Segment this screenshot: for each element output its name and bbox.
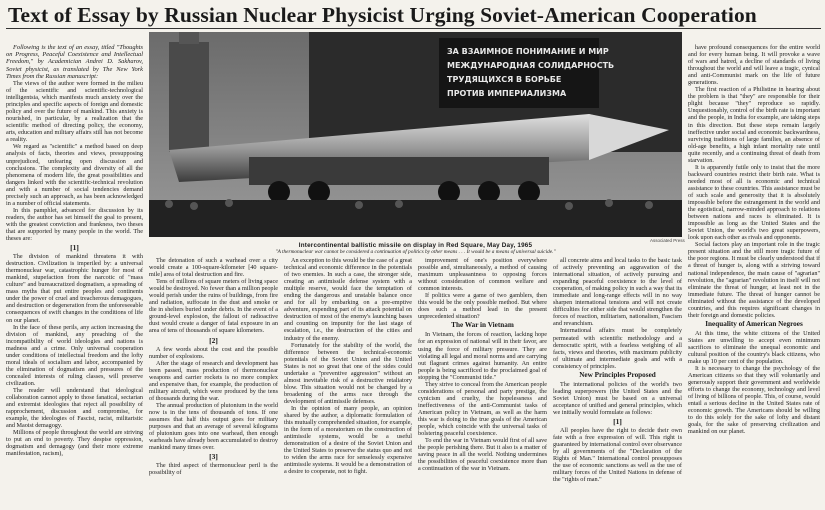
section-number: [1] (70, 243, 79, 253)
paragraph: In this pamphlet, advanced for discussion by its readers, the author has set himself the goal to present, with the greatest conviction and frankness, two theses that are supported by many people in the world. The theses are: (6, 206, 143, 243)
banner-line: ЗА ВЗАИМНОЕ ПОНИМАНИЕ И МИР (447, 47, 609, 56)
paragraph: The division of mankind threatens it with destruction. Civilization is imperiled by: a universal thermonuclear war, catastrophic hunger for most of mankind, stupefaction from the narcotic of "mass culture" and bureaucratized dogmatism, a spreading of mass myths that put entire peoples and continents under the power of cruel and treacherous demagogues, and destruction or degeneration from the unforeseeable consequences of swift changes in the conditions of life on our planet. (6, 253, 143, 324)
section-number: [2] (209, 335, 218, 345)
paragraph: It is necessary to change the psychology of the American citizens so that they will voluntarily and generously support their government and worldwide efforts to change the economy, technology and level of living of billions of people. This, of course, would entail a serious decline in the United States rate of economic growth. The Americans should be willing to do this solely for the sake of lofty and distant goals, for the sake of preserving civilization and mankind on our planet. (688, 365, 820, 436)
paragraph: In the opinion of many people, an opinion shared by the author, a diplomatic formulation of this mutually comprehended situation, for example, in the form of a moratorium on the construction of antimissile systems, would be a useful demonstration of a desire of the Soviet Union and the United States to preserve the status quo and not to widen the arms race for senselessly expensive antimissile systems. It would be a demonstration of a desire to cooperate, not to fight. (284, 404, 412, 476)
column-6 (688, 44, 820, 510)
paragraph: An exception to this would be the case of a great technical and economic difference in the potentials of two enemies. In such a case, the stronger side, creating an antimissile defense system with a multiple reserve, would face the temptation of ending the dangerous and unstable balance once and for all by embarking on a pre-emptive adventure, expending part of its attack potential on destruction of most of the enemy's launching bases and counting on impunity for the last stage of escalation, i.e., the destruction of the cities and industry of the enemy. (284, 257, 412, 342)
paragraph: International affairs must be completely permeated with scientific methodology and a democratic spirit, with a fearless weighing of all facts, views and theories, with maximum publicity of ultimate and intermediate goals and with a consistency of principles. (553, 327, 682, 370)
paragraph: We regard as "scientific" a method based on deep analysis of facts, theories and views, presupposing unprejudiced, unfearing open discussion and conclusions. The complexity and diversity of all the phenomena of modern life, the great possibilities and dangers linked with the scientific-technical revolution and with a number of social tendencies demand precisely such an approach, as has been acknowledged in a number of official statements. (6, 143, 143, 207)
paragraph: The detonation of such a warhead over a city would create a 100-square-kilometer [40 square-mile] area of total destruction and fire. (149, 257, 278, 279)
paragraph: In Vietnam, the forces of reaction, lacking hope for an expression of national will in their favor, are using the force of military pressure. They are violating all legal and moral norms and are carrying out flagrant crimes against humanity. An entire people is being sacrificed to the proclaimed goal of stopping the "Communist tide." (418, 331, 547, 381)
paragraph: After the stage of research and development has been passed, mass production of thermonuclear weapons and carrier rockets is no more complex and expensive than, for example, the production of military aircraft, which were produced by the tens of thousands during the war. (149, 359, 278, 402)
paragraph: The first reaction of a Philistine in hearing about the problem is that "they" are responsible for their plight because "they" reproduce so rapidly. Unquestionably, control of the birth rate is important and the people, in India for example, are taking steps in this direction. But these steps remain largely ineffective under social and economic backwardness, surviving traditions of large families, an absence of old-age benefits, a high infant mortality rate until quite recently, and a continuing threat of death from starvation. (688, 86, 820, 164)
column-1 (6, 44, 143, 510)
column-4 (418, 257, 547, 510)
paragraph: Tens of millions of square meters of living space would be destroyed. No fewer than a million people would perish under the ruins of buildings, from fire and radiation, suffocate in the dust and smoke or die in shelters buried under debris. In the event of a ground-level explosion, the fallout of radioactive dust would create a danger of fatal exposure in an area of tens of thousands of square kilometers. (149, 278, 278, 335)
paragraph: A few words about the cost and the possible number of explosions. (149, 345, 278, 360)
paragraph: Fortunately for the stability of the world, the difference between the technical-economic potentials of the Soviet Union and the United States is not so great that one of the sides could undertake a "preventive aggression" without an almost inevitable risk of a destructive retaliatory blow. This situation would not be changed by a broadening of the arms race through the development of antimissile defenses. (284, 341, 412, 405)
paragraph: The international policies of the world's two leading superpowers (the United States and the Soviet Union) must be based on a universal acceptance of unified and general principles, which we initially would formulate as follows: (553, 380, 682, 416)
paragraph: have profound consequences for the entire world and for every human being. It will provoke a wave of wars and hatred, a decline of standards of living throughout the world and will leave a tragic, cynical and anti-Communist mark on the life of future generations. (688, 44, 820, 87)
paragraph: All peoples have the right to decide their own fate with a free expression of will. This right is guaranteed by international control over observance by all governments of the "Declaration of the Rights of Man." International control presupposes the use of economic sanctions as well as the use of military forces of the United Nations in defense of the "rights of man." (553, 426, 682, 484)
section-number: [3] (209, 452, 218, 462)
banner-line: МЕЖДУНАРОДНАЯ СОЛИДАРНОСТЬ (447, 61, 615, 70)
intro-paragraph: Following is the text of an essay, titled "Thoughts on Progress, Peaceful Coexistence and Intellectual Freedom," by Academician Andrei D. Sakharov, Soviet physicist, as translated by The New York Times from the Russian manuscript: (6, 44, 143, 80)
photo-caption: Intercontinental ballistic missile on display in Red Square, May Day, 1965 (298, 242, 533, 249)
headline-rule (6, 28, 821, 29)
column-2 (149, 257, 278, 510)
column-5 (553, 257, 682, 510)
paragraph: The views of the author were formed in the milieu of the scientific and scientific-technological intelligentsia, which manifests much anxiety over the principles and specific aspects of foreign and domestic policy and over the future of mankind. This anxiety is nourished, in particular, by a realization that the scientific method of directing policy, the economy, arts, education and military affairs still has not become a reality. (6, 80, 143, 144)
photo-subcaption: "A thermonuclear war cannot be considered a continuation of politics by other means . . . It would be a means of universal suicide." (275, 249, 556, 255)
subheading: Inequality of American Negroes (705, 319, 803, 328)
subheading: New Principles Proposed (579, 370, 656, 379)
paragraph: The third aspect of thermonuclear peril is the possibility of (149, 462, 278, 477)
banner-line: ПРОТИВ ИМПЕРИАЛИЗМА (447, 89, 567, 98)
paragraph: In the face of these perils, any action increasing the division of mankind, any preaching of the incompatibility of world ideologies and nations is madness and a crime. Only universal cooperation under conditions of intellectual freedom and the lofty moral ideals of socialism and labor, accompanied by the elimination of dogmatism and pressures of the concealed interests of ruling classes, will preserve civilization. (6, 323, 143, 387)
headline: Text of Essay by Russian Nuclear Physicist Urging Soviet-American Cooperation (8, 3, 757, 27)
banner-line: ТРУДЯЩИХСЯ В БОРЬБЕ (447, 75, 562, 84)
paragraph: They strive to conceal from the American people considerations of personal and party prestige, the cynicism and cruelty, the hopelessness and ineffectiveness of the anti-Communist tasks of American policy in Vietnam, as well as the harm this war is doing to the true goals of the American people, which coincide with the universal tasks of bolstering peaceful coexistence. (418, 380, 547, 438)
column-3 (284, 257, 412, 510)
subheading: The War in Vietnam (451, 321, 514, 330)
paragraph: The annual production of plutonium in the world now is in the tens of thousands of tons. If one assumes that half this output goes for military purposes and that an average of several kilograms of plutonium goes into one warhead, then enough warheads have already been accumulated to destroy mankind many times over. (149, 401, 278, 452)
paragraph: Social factors play an important role in the tragic present situation and the still more tragic future of the poor regions. It must be clearly understood that if a threat of hunger is, along with a striving toward national independence, the main cause of "agrarian" revolution, the "agrarian" revolution in itself will not eliminate the threat of hunger, at least not in the immediate future. The threat of hunger cannot be eliminated without the assistance of the developed countries, and this requires significant changes in their foreign and domestic policies. (688, 241, 820, 319)
paragraph: To end the war in Vietnam would first of all save the people perishing there. But it also is a matter of saving peace in all the world. Nothing undermines the possibilities of peaceful coexistence more than a continuation of the war in Vietnam. (418, 437, 547, 473)
section-number: [1] (613, 416, 622, 426)
photo-credit: Associated Press (650, 238, 685, 243)
paragraph: improvement of one's position everywhere possible and, simultaneously, a method of causing maximum unpleasantness to opposing forces without consideration of common welfare and common interests. (418, 257, 547, 293)
paragraph: all concrete aims and local tasks to the basic task of actively preventing an aggravation of the international situation, of actively pursuing and expanding peaceful coexistence to the level of cooperation, of making policy in such a way that its immediate and long-range effects will in no way sharpen international tensions and will not create difficulties for either side that would strengthen the forces of reaction, militarism, nationalism, Fascism and revanchism. (553, 257, 682, 328)
paragraph: If politics were a game of two gamblers, then this would be the only possible method. But where does such a method lead in the present unprecedented situation? (418, 292, 547, 321)
paragraph: At this time, the white citizens of the United States are unwilling to accept even minimum sacrifices to eliminate the unequal economic and cultural position of the country's black citizens, who make up 10 per cent of the population. (688, 329, 820, 366)
missile-photo (149, 32, 682, 237)
paragraph: It is apparently futile only to insist that the more backward countries restrict their birth rate. What is needed most of all is economic and technical assistance to these countries. This assistance must be of such scale and generosity that it is absolutely impossible before the estrangement in the world and the egotistical, narrow-minded approach to relations between nations and races is eliminated. It is impossible as long as the United States and the Soviet Union, the world's two great superpowers, look upon each other as rivals and opponents. (688, 163, 820, 242)
paragraph: Millions of people throughout the world are striving to put an end to poverty. They despise oppression, dogmatism and demagogy (and their more extreme manifestation, racism), (6, 429, 143, 458)
paragraph: The reader will understand that ideological collaboration cannot apply to those fanatical, sectarian and extremist ideologies that reject all possibility of rapprochement, discussion and compromise, for example, the ideologies of Fascist, racist, militaristic and Maoist demagogy. (6, 386, 143, 430)
